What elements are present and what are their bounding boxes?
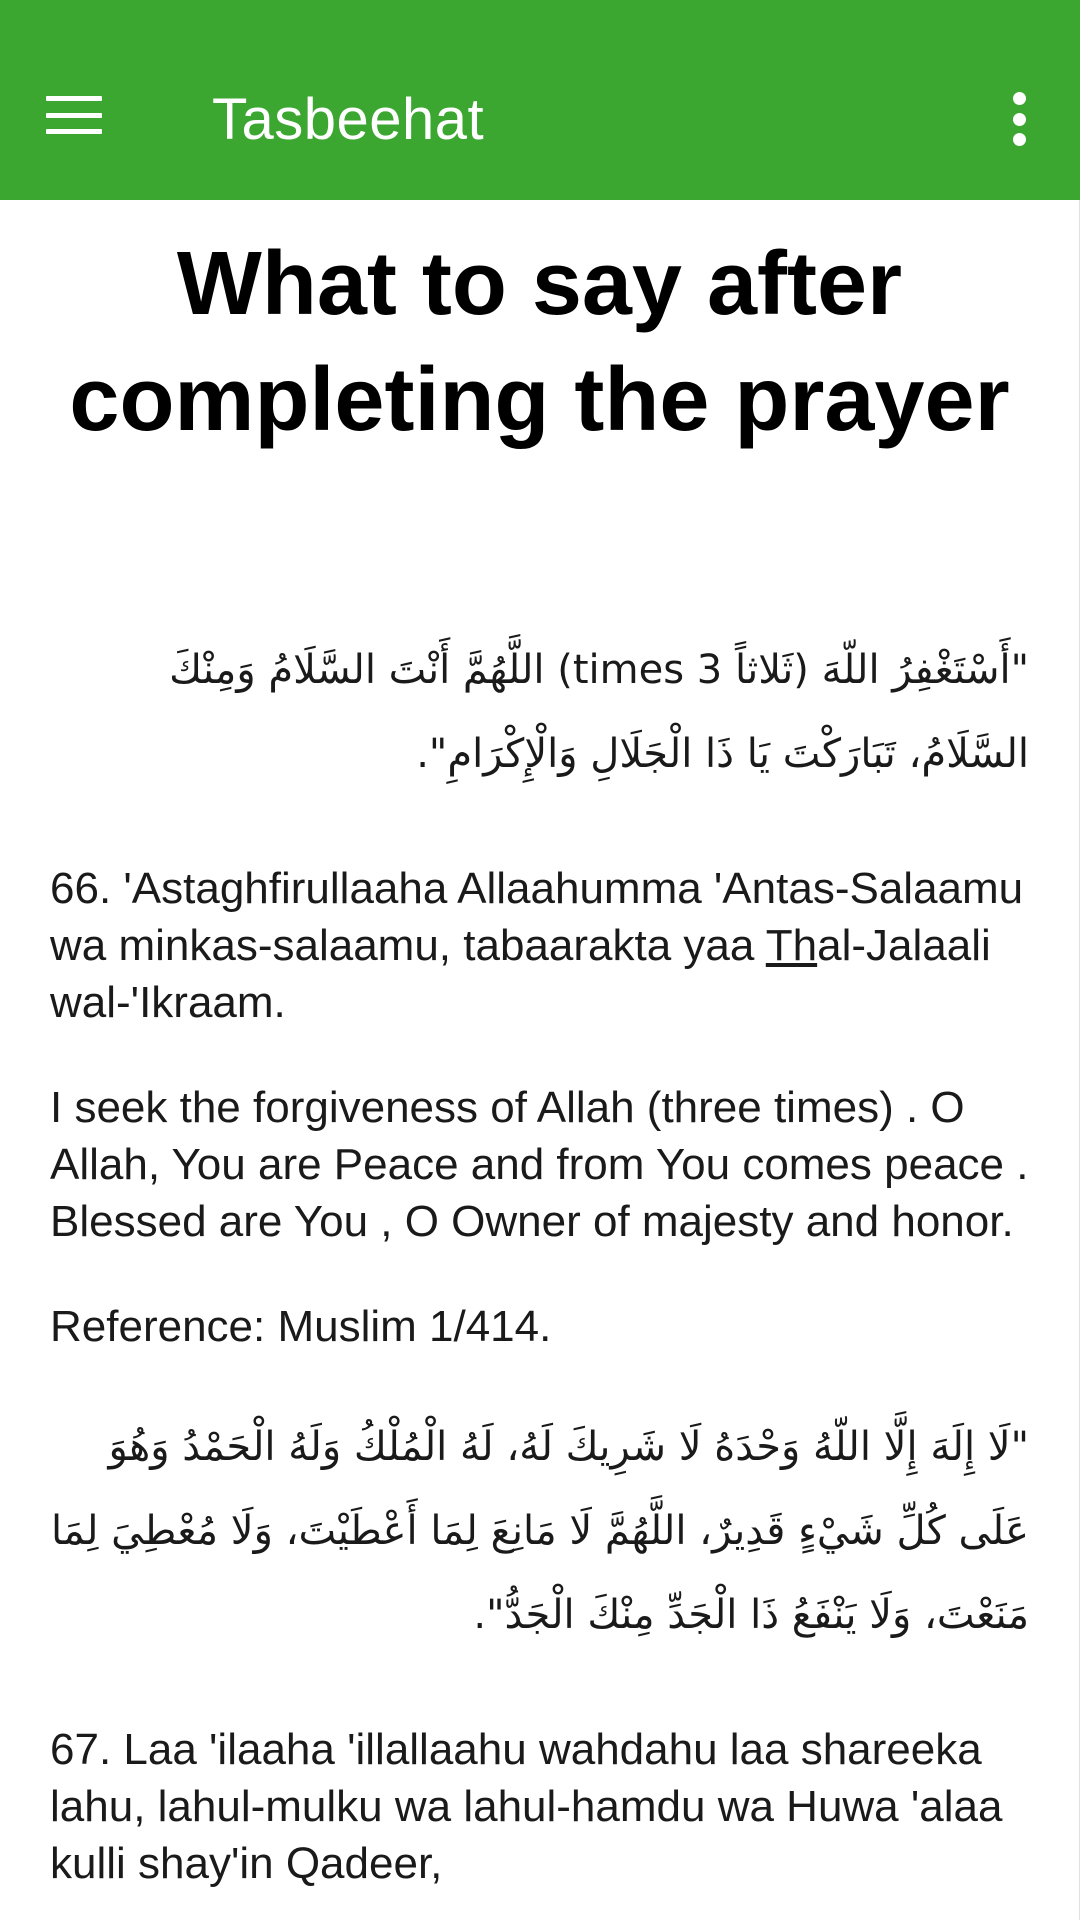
reference-66: Reference: Muslim 1/414. [50, 1302, 552, 1351]
arabic-text-67: "لَا إِلَهَ إِلَّا اللّهُ وَحْدَهُ لَا شَرِيكَ لَهُ، لَهُ الْمُلْكُ وَلَهُ الْحَمْدُ وَهُوَ عَلَى كُلِّ شَيْءٍ قَدِيرٌ، اللَّهُمَّ لَا مَانِعَ لِمَا أَعْطَيْتَ، وَلَا مُعْطِيَ لِمَا مَنَعْتَ، وَلَا يَنْفَعُ ذَا الْجَدِّ مِنْكَ الْجَدُّ". [50, 1424, 1029, 1638]
transliteration-66-underlined: Th [765, 921, 818, 970]
transliteration-66-part2: al-Jalaali wal-'Ikraam. [50, 921, 991, 1027]
transliteration-66-part1: 66. 'Astaghfirullaaha Allaahumma 'Antas-Salaamu wa minkas-salaamu, tabaarakta yaa [50, 864, 1024, 970]
content-scroll-area[interactable] [0, 200, 1080, 1920]
app-title: Tasbeehat [212, 87, 485, 152]
page-title: What to say after completing the prayer [69, 234, 1010, 450]
arabic-text-66: "أَسْتَغْفِرُ اللّهَ (ثَلاثاً 3 times) اللَّهُمَّ أَنْتَ السَّلَامُ وَمِنْكَ السَّلَامُ، تَبَارَكْتَ يَا ذَا الْجَلَالِ وَالْإِكْرَامِ". [169, 647, 1029, 777]
translation-66: I seek the forgiveness of Allah (three times) . O Allah, You are Peace and from You comes peace . Blessed are You , O Owner of majesty and honor. [50, 1083, 1029, 1246]
app-bar [0, 0, 1080, 200]
transliteration-67: 67. Laa 'ilaaha 'illallaahu wahdahu laa shareeka lahu, lahul-mulku wa lahul-hamdu wa Huwa 'alaa kulli shay'in Qadeer, [50, 1725, 1003, 1888]
more-vertical-icon[interactable] [1010, 92, 1028, 146]
hamburger-menu-icon[interactable] [42, 90, 106, 140]
transliteration-66 [0, 860, 1079, 1031]
